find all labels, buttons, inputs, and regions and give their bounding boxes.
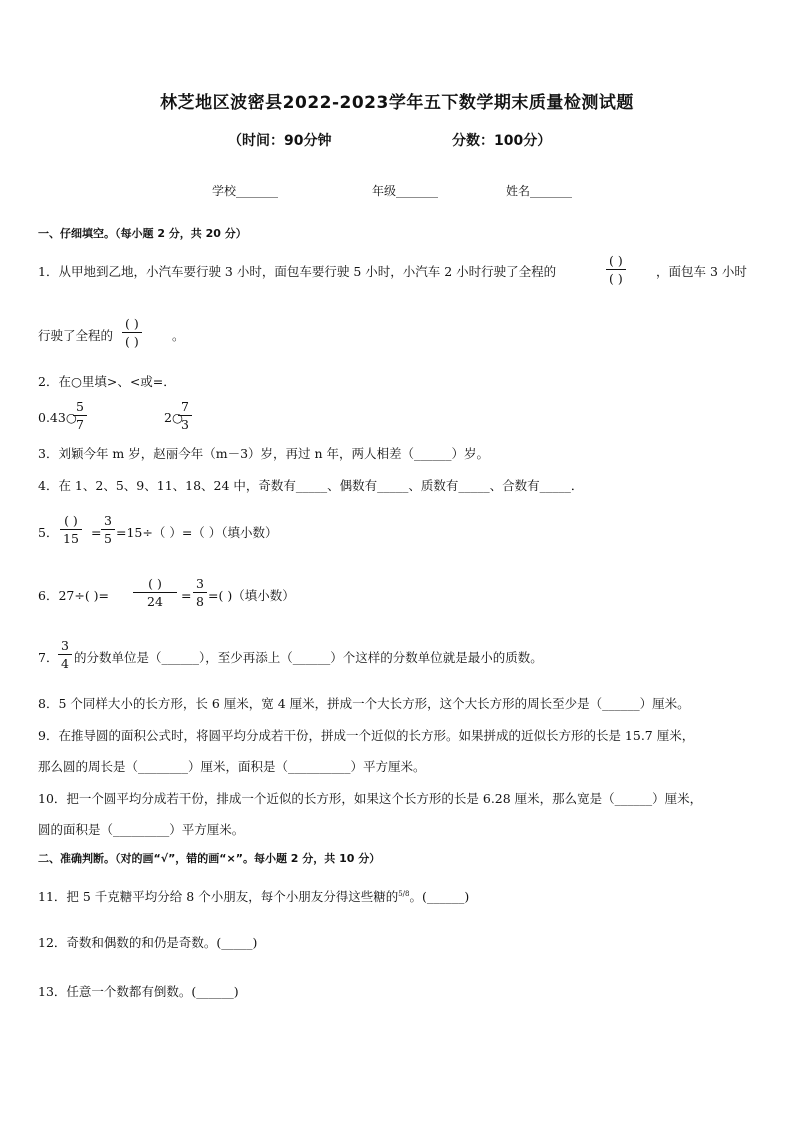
question-2-fraction-2 <box>178 399 192 432</box>
fraction-numerator: 7 <box>178 399 192 416</box>
question-5-fraction-1 <box>60 513 82 546</box>
question-7-fraction <box>58 638 72 671</box>
small-fraction: 5/8 <box>398 890 410 898</box>
question-5-fraction-2 <box>101 513 115 546</box>
fraction-numerator: 3 <box>193 576 207 593</box>
fraction-denominator: 7 <box>76 417 84 432</box>
fraction-numerator: ( ) <box>122 316 142 333</box>
question-6-fraction-1 <box>133 576 177 609</box>
question-12: 12．奇数和偶数的和仍是奇数。(_____) <box>38 935 258 950</box>
question-1-end: 。 <box>172 328 185 343</box>
page-title: 林芝地区波密县2022-2023学年五下数学期末质量检测试题 <box>160 93 634 113</box>
grade-field: 年级_______ <box>372 184 439 198</box>
question-1-part-a: 1．从甲地到乙地，小汽车要行驶 3 小时，面包车要行驶 5 小时，小汽车 2 小时行驶了全程的 <box>38 264 557 279</box>
question-10-line-1: 10．把一个圆平均分成若干份，排成一个近似的长方形，如果这个长方形的长是 6.28 厘米，那么宽是（______）厘米， <box>38 791 703 806</box>
question-5-number: 5． <box>38 525 59 540</box>
question-7-number: 7． <box>38 650 59 665</box>
question-4: 4．在 1、2、5、9、11、18、24 中，奇数有_____、偶数有_____、质数有_____、合数有_____． <box>38 478 584 493</box>
fraction-denominator: 5 <box>104 531 112 546</box>
question-13: 13．任意一个数都有倒数。(______) <box>38 984 239 999</box>
fraction-denominator: 24 <box>147 594 163 609</box>
fraction-numerator: 5 <box>73 399 87 416</box>
equals-sign: = <box>91 525 102 540</box>
fraction-denominator: ( ) <box>609 271 623 286</box>
exam-time: （时间：90分钟 <box>228 133 332 149</box>
fraction-numerator: ( ) <box>133 576 177 593</box>
question-5-rest: =15÷（ ）=（ ）（填小数） <box>116 525 278 540</box>
question-1-fraction-1 <box>606 253 626 286</box>
question-2-compare-1: 0.43○ <box>38 410 77 425</box>
question-2: 2．在○里填>、<或=． <box>38 374 176 389</box>
school-field: 学校_______ <box>212 184 279 198</box>
question-6-part-b: =( )（填小数） <box>208 588 295 603</box>
question-9-line-1: 9．在推导圆的面积公式时，将圆平均分成若干份，拼成一个近似的长方形。如果拼成的近似长方形的长是 15.7 厘米， <box>38 728 695 743</box>
question-8: 8．5 个同样大小的长方形，长 6 厘米，宽 4 厘米，拼成一个大长方形，这个大长方形的周长至少是（______）厘米。 <box>38 696 690 711</box>
question-2-fraction-1 <box>73 399 87 432</box>
equals-sign: = <box>181 588 192 603</box>
name-field: 姓名_______ <box>506 184 573 198</box>
fraction-numerator: ( ) <box>60 513 82 530</box>
question-6-fraction-2 <box>193 576 207 609</box>
question-6-part-a: 6．27÷( )= <box>38 588 110 603</box>
question-3: 3．刘颖今年 m 岁，赵丽今年（m－3）岁，再过 n 年，两人相差（______）岁。 <box>38 446 490 461</box>
fraction-numerator: ( ) <box>606 253 626 270</box>
section-1-heading: 一、仔细填空。（每小题 2 分，共 20 分） <box>38 227 247 240</box>
section-2-heading: 二、准确判断。（对的画“√”，错的画“×”。每小题 2 分，共 10 分） <box>38 852 381 865</box>
question-11-text: 11．把 5 千克糖平均分给 8 个小朋友，每个小朋友分得这些糖的 <box>38 889 399 905</box>
question-11-answer: 。(______) <box>409 889 470 905</box>
fraction-denominator: 4 <box>61 656 69 671</box>
question-10-line-2: 圆的面积是（_________）平方厘米。 <box>38 822 245 837</box>
question-2-compare-2: 2○ <box>164 410 183 425</box>
fraction-numerator: 3 <box>58 638 72 655</box>
fraction-denominator: 15 <box>63 531 79 546</box>
question-1-fraction-2 <box>122 316 142 349</box>
fraction-denominator: ( ) <box>125 334 139 349</box>
fraction-numerator: 3 <box>101 513 115 530</box>
question-1-part-c: 行驶了全程的 <box>38 328 114 343</box>
question-7-text: 的分数单位是（______），至少再添上（______）个这样的分数单位就是最小的质数。 <box>74 650 543 665</box>
question-9-line-2: 那么圆的周长是（________）厘米，面积是（__________）平方厘米。 <box>38 759 426 774</box>
fraction-denominator: 8 <box>196 594 204 609</box>
question-11 <box>38 891 469 904</box>
question-1-part-b: ，面包车 3 小时 <box>656 264 747 279</box>
fraction-denominator: 3 <box>181 417 189 432</box>
exam-score: 分数：100分） <box>452 133 552 149</box>
